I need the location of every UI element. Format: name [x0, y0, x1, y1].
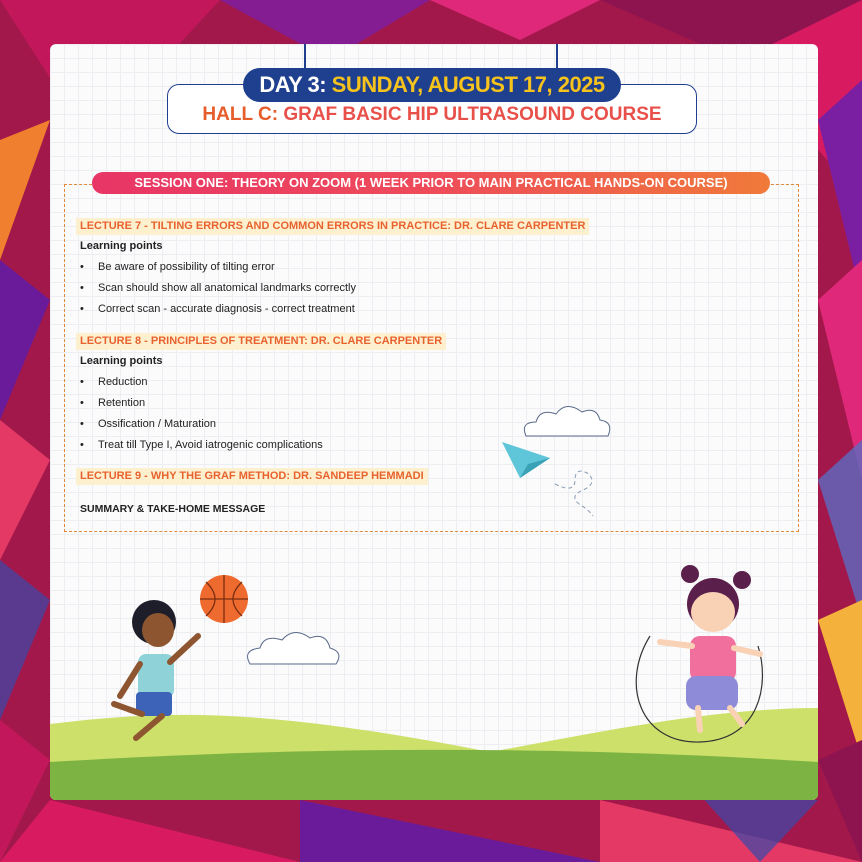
list-item: • Scan should show all anatomical landmarks correctly	[80, 282, 357, 294]
day-prefix: DAY 3:	[259, 72, 327, 97]
lecture-8-title: LECTURE 8 - PRINCIPLES OF TREATMENT: DR. CLARE CARPENTER	[76, 333, 446, 350]
bullet-icon: •	[80, 261, 84, 273]
bullet-icon: •	[80, 418, 84, 430]
schedule-card	[50, 44, 818, 800]
list-item: • Reduction	[80, 376, 148, 388]
list-item: • Be aware of possibility of tilting error	[80, 261, 275, 273]
cloud-icon	[524, 406, 609, 436]
basketball-icon	[200, 575, 248, 623]
session-label: SESSION ONE: THEORY ON ZOOM (1 WEEK PRIOR TO MAIN PRACTICAL HANDS-ON COURSE)	[92, 172, 770, 194]
list-item: • Retention	[80, 397, 146, 409]
bullet-icon: •	[80, 282, 84, 294]
list-item: • Correct scan - accurate diagnosis - correct treatment	[80, 303, 355, 315]
bullet-icon: •	[80, 303, 84, 315]
paper-plane-icon	[502, 442, 593, 516]
lecture-9-title: LECTURE 9 - WHY THE GRAF METHOD: DR. SANDEEP HEMMADI	[76, 468, 428, 485]
bullet-icon: •	[80, 376, 84, 388]
bullet-icon: •	[80, 397, 84, 409]
bullet-icon: •	[80, 439, 84, 451]
lecture-8-points-heading: Learning points	[80, 355, 163, 367]
list-item: • Ossification / Maturation	[80, 418, 216, 430]
day-title	[243, 68, 621, 102]
lecture-7-points-heading: Learning points	[80, 240, 163, 252]
day-date: SUNDAY, AUGUST 17, 2025	[331, 72, 605, 97]
hall-prefix: HALL C:	[202, 104, 279, 125]
list-item: • Treat till Type I, Avoid iatrogenic complications	[80, 439, 323, 451]
cloud-icon	[248, 632, 339, 664]
summary-heading: SUMMARY & TAKE-HOME MESSAGE	[80, 503, 266, 515]
hall-course: GRAF BASIC HIP ULTRASOUND COURSE	[283, 104, 662, 125]
illustration-scene	[50, 44, 818, 800]
lecture-7-title: LECTURE 7 - TILTING ERRORS AND COMMON ERRORS IN PRACTICE: DR. CLARE CARPENTER	[76, 218, 589, 235]
